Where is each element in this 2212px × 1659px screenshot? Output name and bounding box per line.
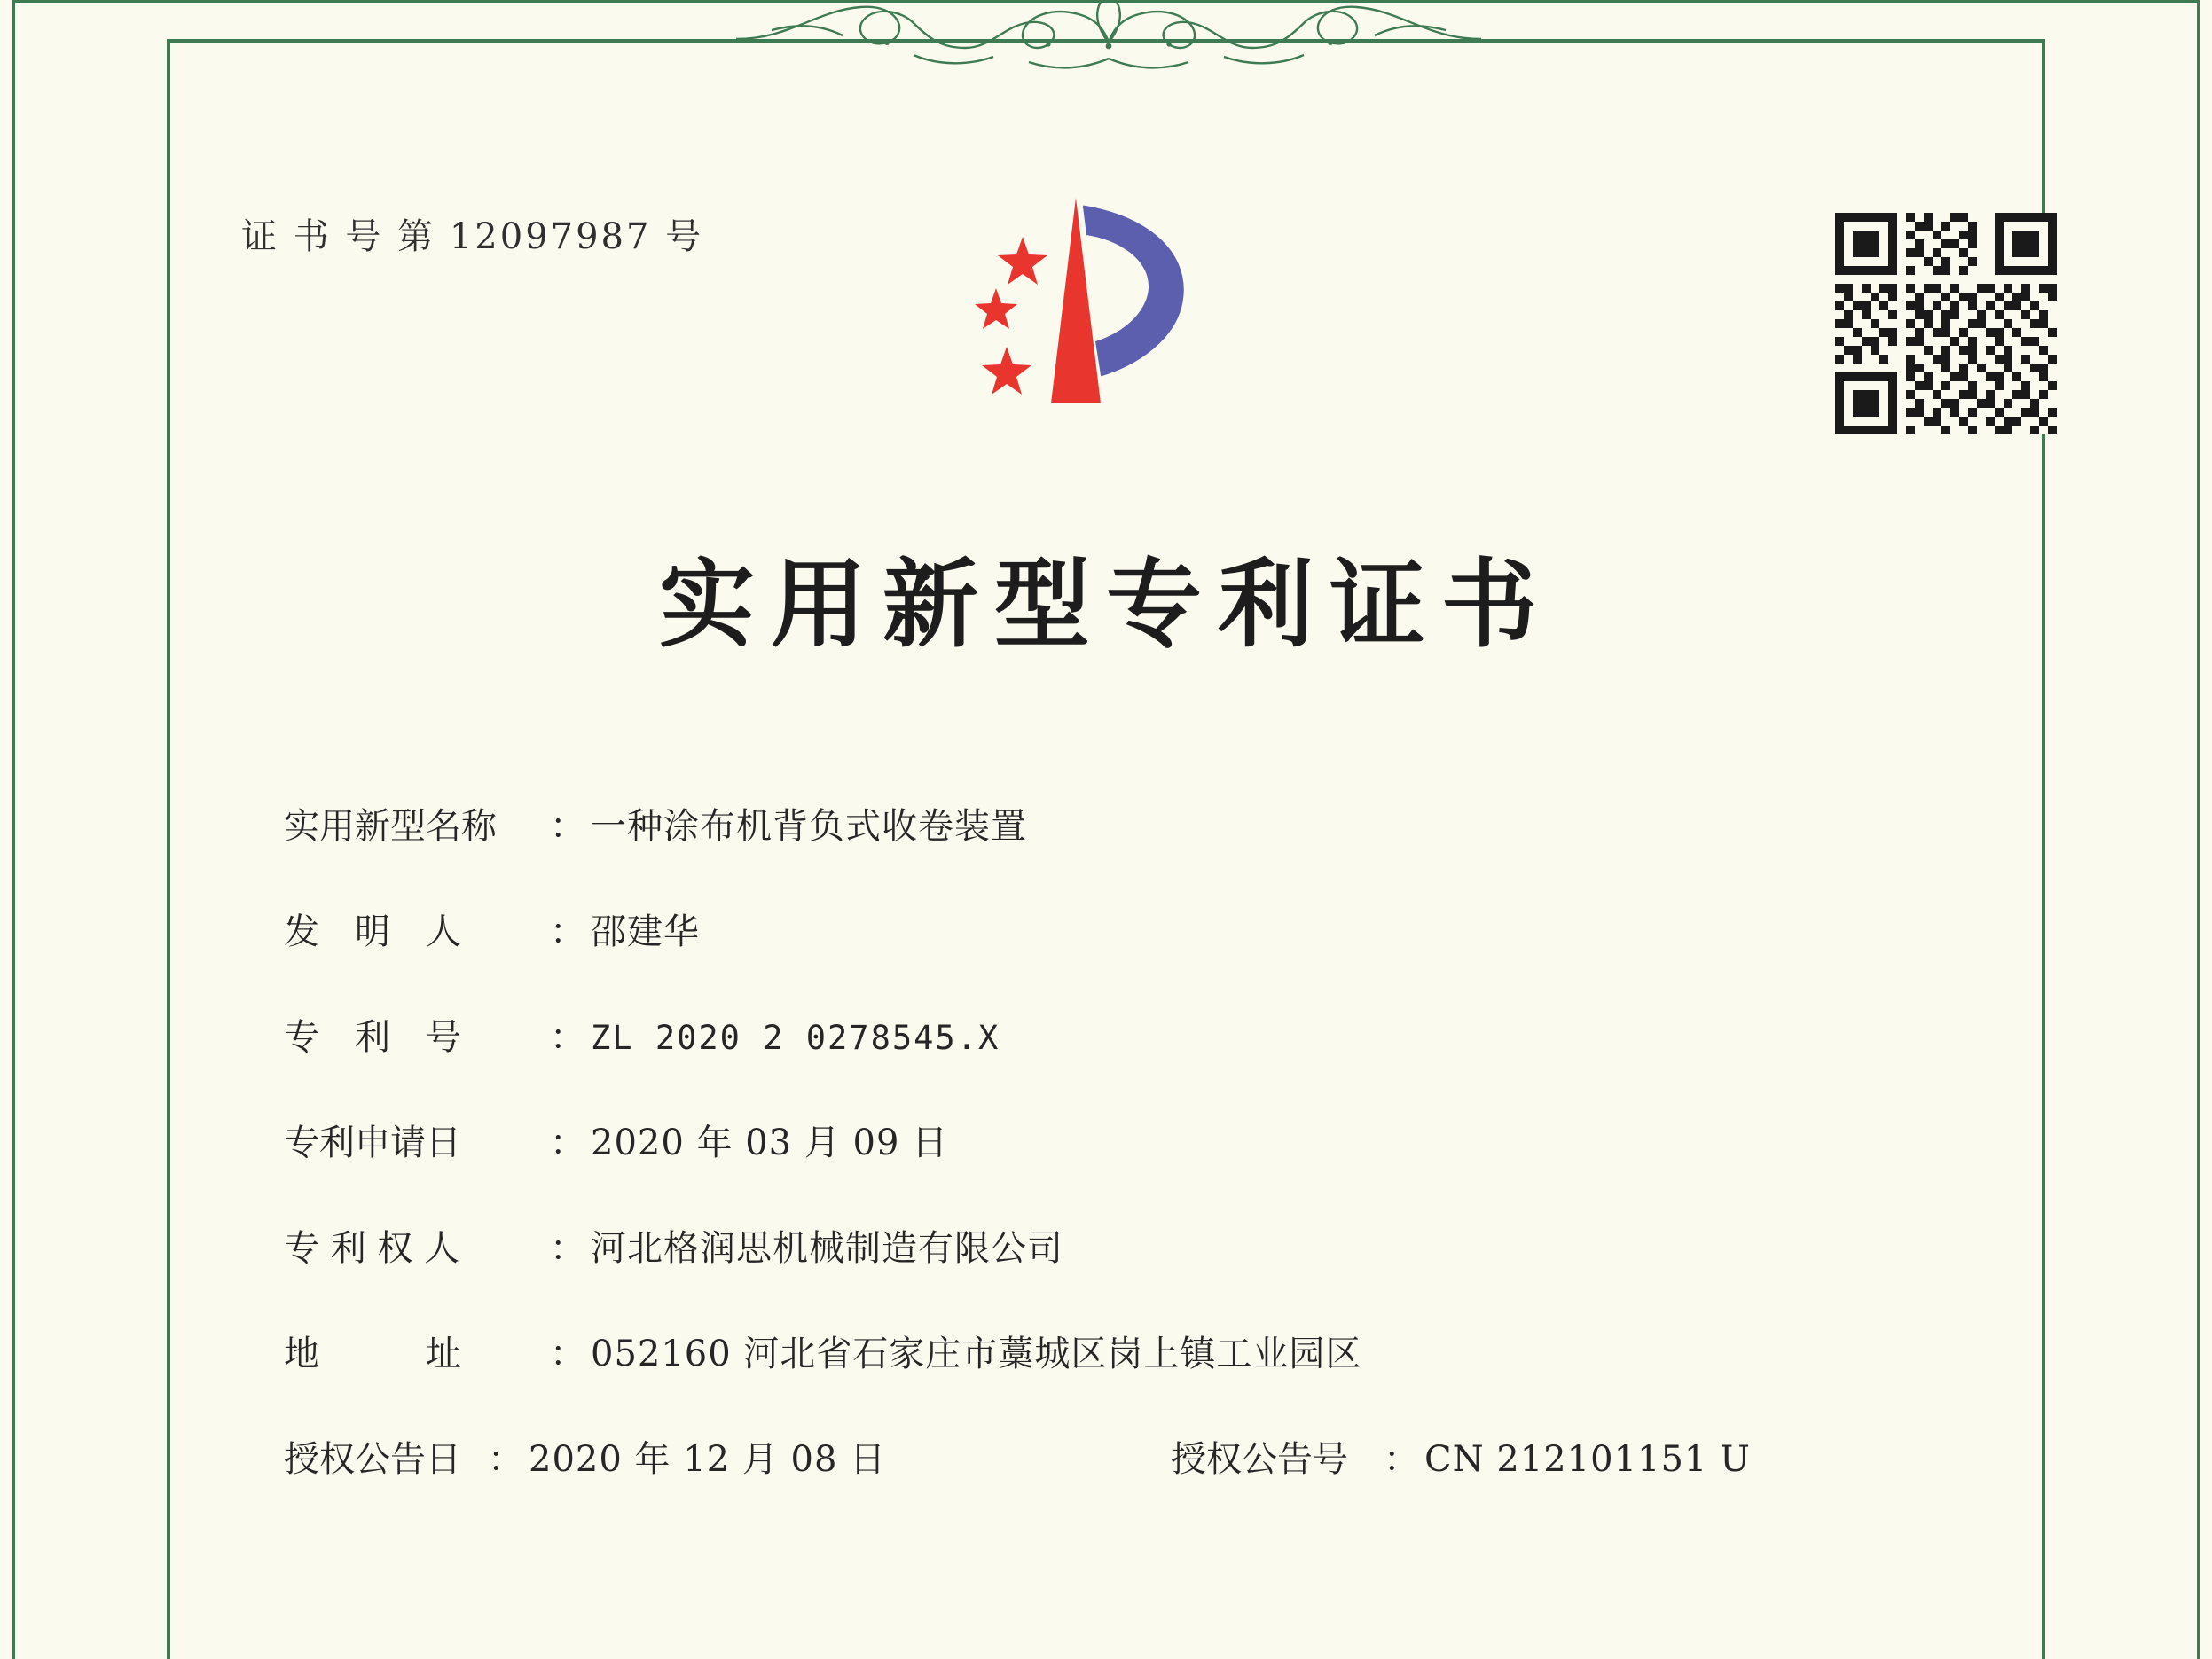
page-title: 实用新型专利证书 bbox=[658, 549, 1553, 661]
field-application-date bbox=[284, 1115, 1969, 1165]
field-patent-number bbox=[284, 1009, 1969, 1060]
field-address bbox=[284, 1326, 1969, 1376]
value-grant-date: 2020 年 12 月 08 日 bbox=[529, 1439, 887, 1480]
value-inventor: 邵建华 bbox=[591, 912, 700, 952]
label-inventor: 发 明 人 bbox=[284, 912, 461, 952]
label-grant-number: 授权公告号 bbox=[1171, 1439, 1348, 1480]
label-patentee: 专 利 权 人 bbox=[284, 1228, 460, 1269]
certificate-fields bbox=[284, 798, 1969, 1482]
top-ornament-decoration bbox=[736, 0, 1481, 82]
label-grant-date: 授权公告日 bbox=[284, 1439, 461, 1480]
value-patent-number: ZL 2020 2 0278545.X bbox=[591, 1019, 1000, 1057]
field-patentee bbox=[284, 1220, 1969, 1271]
colon-1: ： bbox=[550, 912, 585, 952]
value-address: 052160 河北省石家庄市藁城区岗上镇工业园区 bbox=[591, 1334, 1362, 1374]
value-utility-model-name: 一种涂布机背负式收卷装置 bbox=[591, 806, 1027, 847]
colon-grant-date: ： bbox=[488, 1439, 523, 1480]
colon-2: ： bbox=[550, 1017, 585, 1058]
label-patent-number: 专 利 号 bbox=[284, 1017, 461, 1058]
qr-code bbox=[1835, 213, 2057, 434]
grant-date-group bbox=[284, 1431, 1171, 1482]
grant-info-row bbox=[284, 1431, 1969, 1482]
label-address: 地 址 bbox=[284, 1334, 461, 1374]
certificate-number: 证 书 号 第 12097987 号 bbox=[241, 216, 704, 257]
field-inventor bbox=[284, 904, 1969, 954]
grant-number-group bbox=[1171, 1431, 1969, 1482]
colon-0: ： bbox=[550, 806, 585, 847]
colon-grant-number: ： bbox=[1384, 1439, 1419, 1480]
field-utility-model-name bbox=[284, 798, 1969, 849]
value-grant-number: CN 212101151 U bbox=[1424, 1439, 1751, 1480]
value-application-date: 2020 年 03 月 09 日 bbox=[591, 1123, 949, 1163]
patent-emblem-icon bbox=[927, 191, 1220, 448]
value-patentee: 河北格润思机械制造有限公司 bbox=[591, 1228, 1063, 1269]
label-application-date: 专利申请日 bbox=[284, 1123, 461, 1163]
colon-4: ： bbox=[550, 1228, 585, 1269]
colon-3: ： bbox=[550, 1123, 585, 1163]
colon-5: ： bbox=[550, 1334, 585, 1374]
label-utility-model-name: 实用新型名称 bbox=[284, 806, 497, 847]
